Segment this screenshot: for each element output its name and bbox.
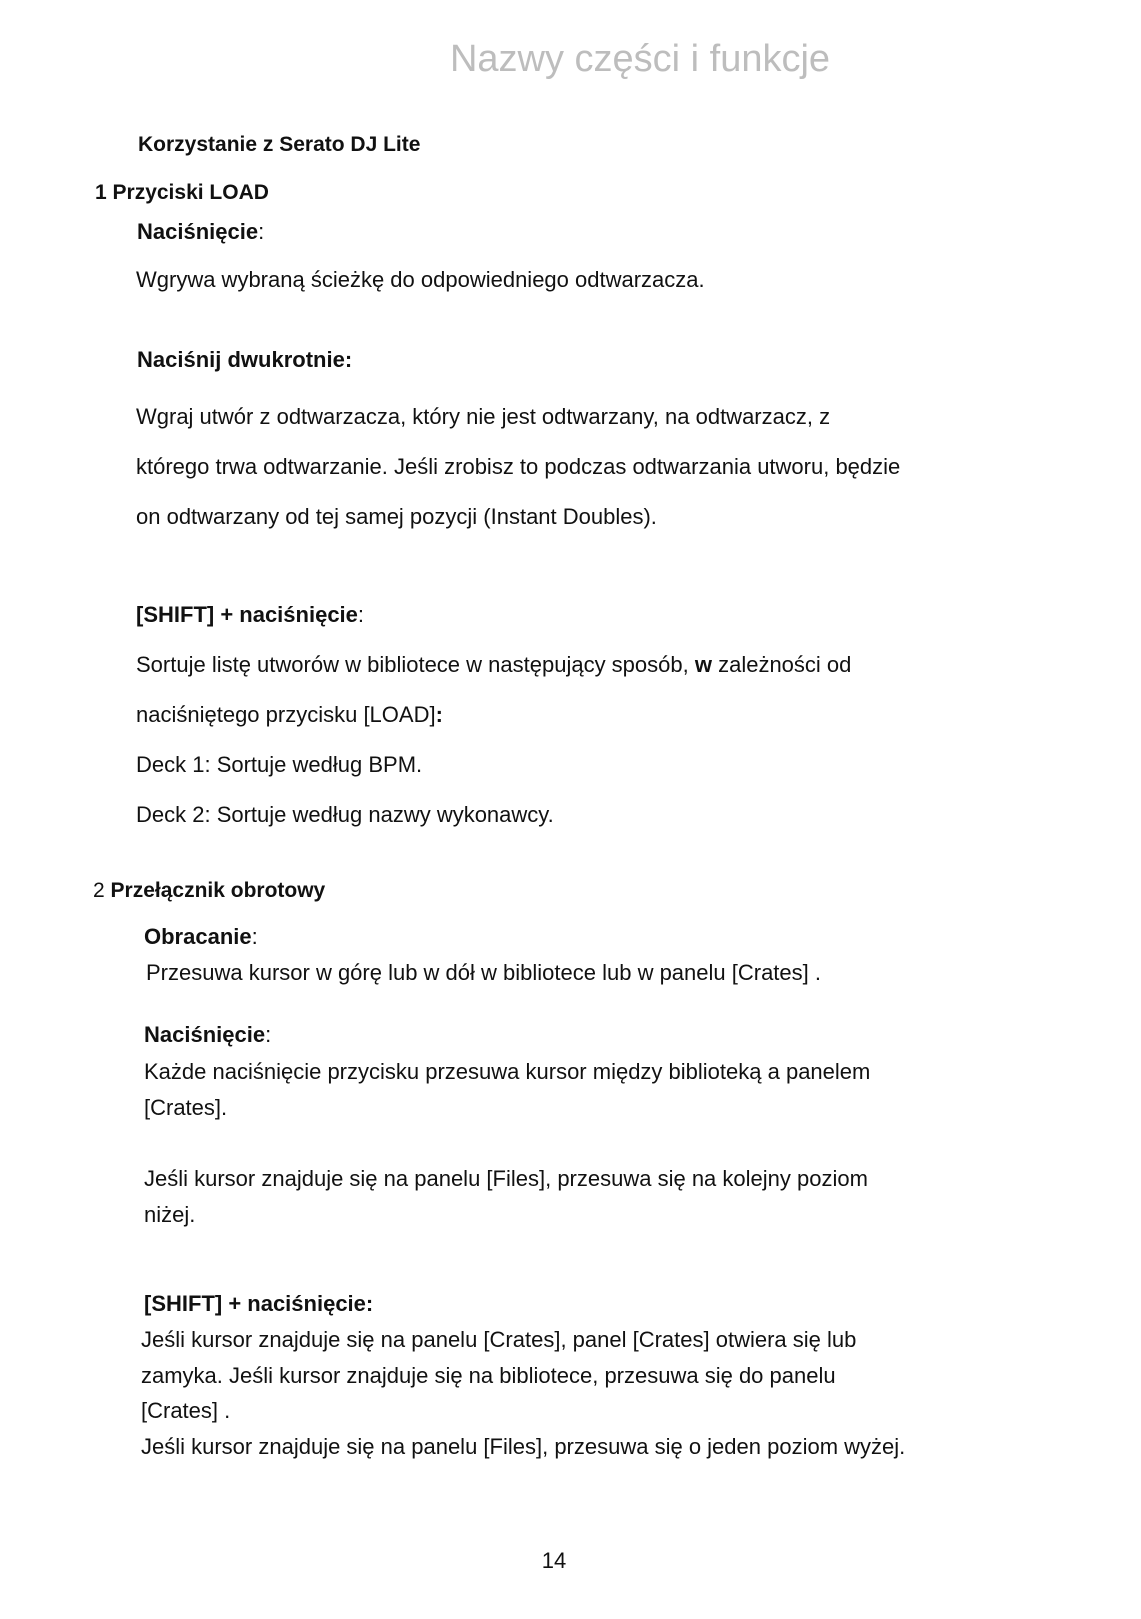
s1-press-label-line: [137, 219, 264, 245]
s2-shift-line-1: Jeśli kursor znajduje się na panelu [Crates], panel [Crates] otwiera się lub: [141, 1327, 857, 1352]
colon: :: [258, 219, 265, 244]
s2-files-line-1: Jeśli kursor znajduje się na panelu [Files], przesuwa się na kolejny poziom: [144, 1166, 868, 1191]
s2-press-line-2: [Crates].: [144, 1095, 228, 1120]
page-header: Nazwy części i funkcje: [449, 38, 831, 80]
s1-double-line-3: on odtwarzany od tej samej pozycji (Instant Doubles).: [136, 504, 657, 529]
s2-shift-line-2: zamyka. Jeśli kursor znajduje się na bibliotece, przesuwa się do panelu: [141, 1363, 836, 1388]
s1-shift-line-1c: zależności od: [711, 652, 852, 677]
s1-shift-line-2b: :: [435, 702, 443, 727]
s1-shift-line-1a: Sortuje listę utworów w bibliotece w następujący sposób,: [136, 652, 695, 677]
s2-rotate-text: Przesuwa kursor w górę lub w dół w bibliotece lub w panelu [Crates] .: [146, 960, 821, 985]
s1-double-line-1: Wgraj utwór z odtwarzacza, który nie jest odtwarzany, na odtwarzacz, z: [136, 404, 831, 429]
s2-shift-line-4: Jeśli kursor znajduje się na panelu [Files], przesuwa się o jeden poziom wyżej.: [141, 1434, 906, 1459]
colon: :: [251, 924, 258, 949]
colon: :: [357, 602, 365, 627]
s1-shift-label-line: [136, 602, 364, 628]
s1-deck2: Deck 2: Sortuje według nazwy wykonawcy.: [136, 802, 554, 827]
section-title: Korzystanie z Serato DJ Lite: [138, 133, 421, 156]
s1-shift-line-1b: w: [694, 652, 712, 677]
colon: :: [265, 1022, 272, 1047]
s2-heading: Przełącznik obrotowy: [110, 879, 326, 902]
s1-shift-line-2: [136, 702, 443, 728]
s1-heading: 1 Przyciski LOAD: [95, 181, 269, 204]
s2-press-label-line: [144, 1022, 271, 1048]
s1-shift-label: [SHIFT] + naciśnięcie: [136, 602, 358, 627]
page-number: 14: [541, 1548, 567, 1573]
s2-shift-line-3: [Crates] .: [141, 1398, 231, 1423]
s1-shift-line-1: [136, 652, 851, 678]
s2-press-label: Naciśnięcie: [144, 1022, 266, 1047]
s2-rotate-label-line: [144, 924, 258, 950]
s1-double-label: Naciśnij dwukrotnie:: [137, 347, 353, 372]
s2-shift-label: [SHIFT] + naciśnięcie:: [144, 1291, 374, 1316]
s2-files-line-2: niżej.: [144, 1202, 196, 1227]
s1-double-line-2: którego trwa odtwarzanie. Jeśli zrobisz to podczas odtwarzania utworu, będzie: [136, 454, 901, 479]
s2-press-line-1: Każde naciśnięcie przycisku przesuwa kursor między biblioteką a panelem: [144, 1059, 871, 1084]
s1-deck1: Deck 1: Sortuje według BPM.: [136, 752, 423, 777]
s2-number: 2: [93, 879, 111, 902]
s1-press-label: Naciśnięcie: [137, 219, 259, 244]
s1-press-text: Wgrywa wybraną ścieżkę do odpowiedniego odtwarzacza.: [136, 267, 705, 292]
s2-rotate-label: Obracanie: [144, 924, 252, 949]
s2-heading-line: [93, 879, 325, 903]
s1-shift-line-2a: naciśniętego przycisku [LOAD]: [136, 702, 436, 727]
